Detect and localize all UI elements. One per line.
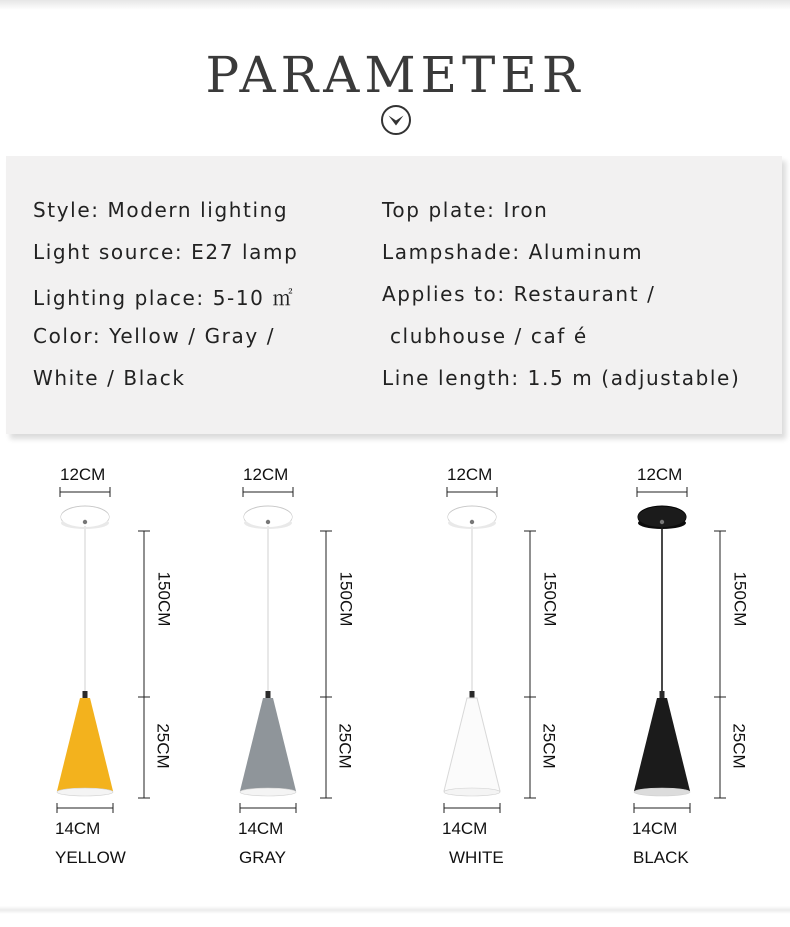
shade-height-label: 25CM [153,723,173,769]
cord-length-label: 150CM [540,571,560,627]
shade-opening [634,788,690,796]
lamp-color-name: YELLOW [55,848,126,867]
lamp-color-name: BLACK [633,848,689,867]
top-plate-width-label: 12CM [447,465,493,484]
shade-height-label: 25CM [335,723,355,769]
lamp-shade [634,698,690,794]
shade-width-label: 14CM [632,819,678,838]
top-plate-width-label: 12CM [637,465,683,484]
lamp-color-name: WHITE [449,848,504,867]
cord-length-label: 150CM [154,571,174,627]
top-plate-width-label: 12CM [243,465,289,484]
plate-screw [660,520,664,524]
bottom-divider [0,906,790,914]
cord-length-label: 150CM [730,571,750,627]
param-applies-to: Applies to: Restaurant / [382,282,656,306]
page-title: PARAMETER [205,46,585,104]
param-color-cont: White / Black [33,366,186,390]
param-lampshade: Lampshade: Aluminum [382,240,644,264]
param-style: Style: Modern lighting [33,198,289,222]
shade-width-label: 14CM [442,819,488,838]
shade-height-label: 25CM [539,723,559,769]
param-light-source: Light source: E27 lamp [33,240,299,264]
socket-cap [660,691,665,698]
param-lighting-place: Lighting place: 5-10 ㎡ [33,286,295,310]
param-top-plate: Top plate: Iron [382,198,549,222]
param-applies-to-cont: clubhouse / caf é [382,324,588,348]
top-plate-width-label: 12CM [60,465,106,484]
param-color: Color: Yellow / Gray / [33,324,276,348]
param-line-length: Line length: 1.5 m (adjustable) [382,366,741,390]
shade-width-label: 14CM [238,819,284,838]
cord-length-label: 150CM [336,571,356,627]
lamp-color-name: GRAY [239,848,286,867]
shade-height-label: 25CM [729,723,749,769]
shade-width-label: 14CM [55,819,101,838]
